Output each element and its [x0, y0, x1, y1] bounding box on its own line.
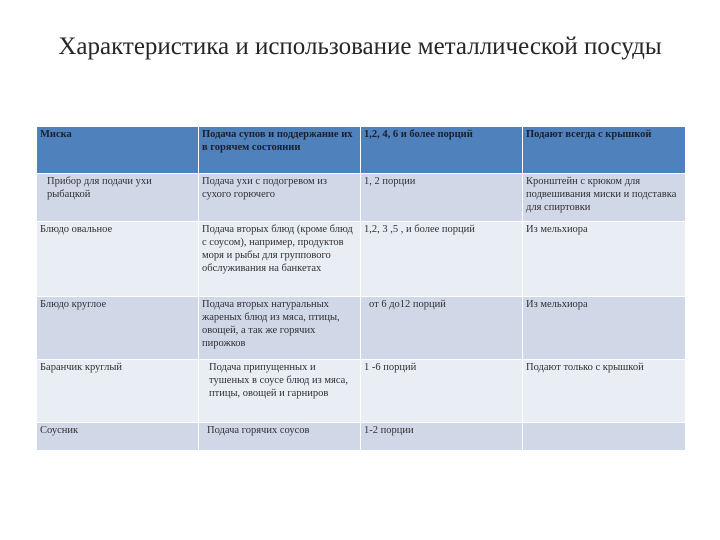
cell-portions: 1-2 порции: [361, 423, 523, 451]
cell-use: Подача припущенных и тушеных в соусе блюд из мяса, птицы, овощей и гарниров: [199, 360, 361, 423]
cell-use: Подача вторых натуральных жареных блюд из мяса, птицы, овощей, а так же горячих пирожков: [199, 297, 361, 360]
cell-notes: Из мельхиора: [523, 297, 686, 360]
table-row: [37, 174, 686, 222]
header-cell-use: Подача супов и поддержание их в горячем состоянии: [199, 127, 361, 174]
cell-use: Подача вторых блюд (кроме блюд с соусом), например, продуктов моря и рыбы для группового обслуживания на банкетах: [199, 222, 361, 297]
cookware-table: [36, 126, 686, 451]
cell-item: Прибор для подачи ухи рыбацкой: [37, 174, 199, 222]
cell-item: Баранчик круглый: [37, 360, 199, 423]
cell-item: Блюдо круглое: [37, 297, 199, 360]
cell-portions: от 6 до12 порций: [361, 297, 523, 360]
table-row: [37, 423, 686, 451]
table-row: [37, 297, 686, 360]
header-cell-notes: Подают всегда с крышкой: [523, 127, 686, 174]
cell-portions: 1, 2 порции: [361, 174, 523, 222]
slide-title: Характеристика и использование металлической посуды: [58, 33, 662, 60]
cell-use: Подача ухи с подогревом из сухого горючего: [199, 174, 361, 222]
header-cell-portions: 1,2, 4, 6 и более порций: [361, 127, 523, 174]
cell-item: Соусник: [37, 423, 199, 451]
table-row: [37, 360, 686, 423]
table-row: [37, 222, 686, 297]
cell-notes: Кронштейн с крюком для подвешивания миски и подставка для спиртовки: [523, 174, 686, 222]
table-header-row: [37, 127, 686, 174]
cell-notes: Из мельхиора: [523, 222, 686, 297]
cell-portions: 1 -6 порций: [361, 360, 523, 423]
cell-use: Подача горячих соусов: [199, 423, 361, 451]
cell-item: Блюдо овальное: [37, 222, 199, 297]
cell-notes: Подают только с крышкой: [523, 360, 686, 423]
cell-notes: [523, 423, 686, 451]
header-cell-item: Миска: [37, 127, 199, 174]
cell-portions: 1,2, 3 ,5 , и более порций: [361, 222, 523, 297]
